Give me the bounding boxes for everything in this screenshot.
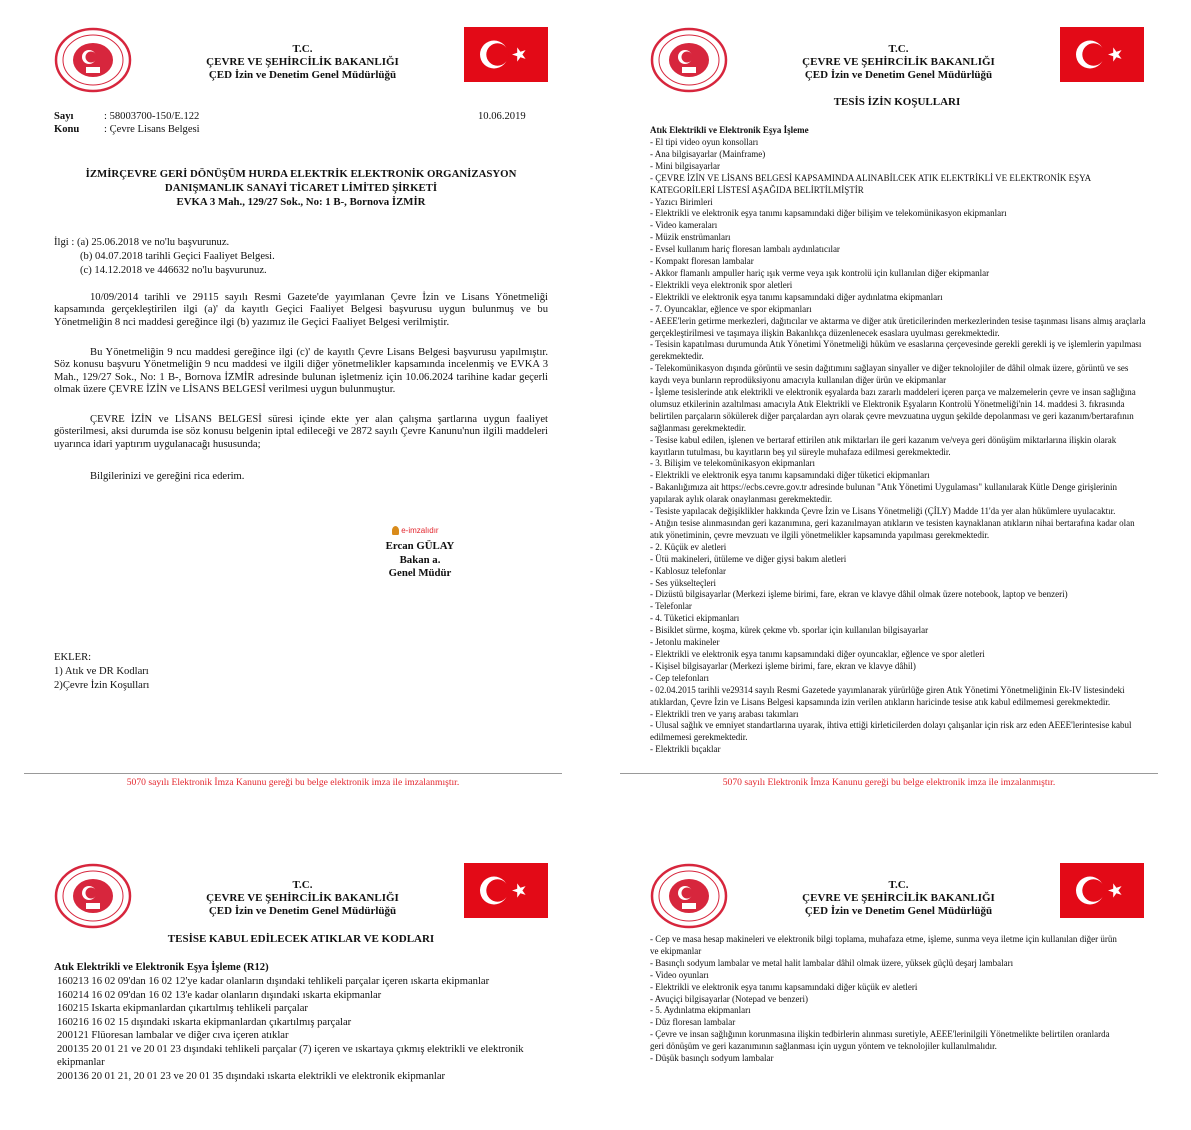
condition-item: - Avuçiçi bilgisayarlar (Notepad ve benzeri) (650, 993, 809, 1004)
condition-item: - ÇEVRE İZİN VE LİSANS BELGESİ KAPSAMINDA ALINABİLCEK ATIK ELEKTRİKLİ VE ELEKTRONİK EŞYA KATEGORİLERİ LİSTESİ AŞAĞIDA BELİRTİLMİŞTİR (650, 172, 1091, 195)
page-title: TESİS İZİN KOŞULLARI (833, 96, 961, 108)
condition-item: - Elektrikli ve elektronik eşya tanımı kapsamındaki diğer oyuncaklar, eğlence ve spor aletleri (650, 648, 985, 659)
section-subtitle: Atık Elektrikli ve Elektronik Eşya İşleme (R12) (54, 962, 269, 973)
sayi-label: Sayı (54, 111, 74, 122)
letterhead (170, 879, 435, 918)
condition-item: - AEEE'lerin getirme merkezleri, dağıtıcılar ve aktarma ve diğer atık üreticilerinden merkezlerinden tesise taşınması lisans almış araçlarla gerçekleştirilmesi ve taşımaya ilişkin Bakanlıkça düzenlenecek esaslara uyulması gerekmektedir. (650, 315, 1146, 338)
sayi-row (54, 111, 534, 123)
condition-item: - Bisiklet sürme, koşma, kürek çekme vb. sporlar için kullanılan bilgisayarlar (650, 625, 929, 636)
condition-item: - El tipi video oyun konsolları (650, 137, 759, 147)
section-subtitle: Atık Elektrikli ve Elektronik Eşya İşleme (650, 125, 809, 135)
footer-divider (24, 773, 562, 774)
waste-code-item: 200135 20 01 21 ve 20 01 23 dışındaki tehlikeli parçalar (7) içeren ve ıskartaya çıkmış elektrikli ve elektronik ekipmanlar (57, 1043, 524, 1068)
header-tc: T.C. (292, 43, 313, 55)
ilgi-line: (b) 04.07.2018 tarihli Geçici Faaliyet Belgesi. (80, 251, 275, 262)
conditions-list (650, 137, 1150, 756)
ministry-seal-logo (650, 863, 728, 929)
signer-name: Ercan GÜLAY (385, 540, 455, 552)
waste-code-item: 160215 Iskarta ekipmanlardan çıkartılmış tehlikeli parçalar (57, 1003, 308, 1014)
header-ministry: ÇEVRE VE ŞEHİRCİLİK BAKANLIĞI (802, 56, 995, 68)
condition-item: - Telekomünikasyon dışında görüntü ve sesin dağıtımını sağlayan sinyaller ve diğer teknolojiler de dâhil olmak üzere, görüntü ve ses kaydı veya bunların reprodüksiyonu amacıyla kullanılan diğer ürün ve ekipmanlar (650, 363, 1129, 386)
document-page-4 (596, 838, 1191, 1130)
recipient-line: DANIŞMANLIK SANAYİ TİCARET LİMİTED ŞİRKETİ (164, 182, 438, 194)
letterhead (766, 43, 1031, 82)
condition-item: - Bakanlığımıza ait https://ecbs.cevre.gov.tr adresinde bulunan "Atık Yönetimi Uygulaması" kullanılarak Kütle Denge girişlerinin yapılarak aylık olarak onaylanması gerekmektedir. (650, 482, 1118, 505)
header-directorate: ÇED İzin ve Denetim Genel Müdürlüğü (208, 69, 397, 81)
header-directorate: ÇED İzin ve Denetim Genel Müdürlüğü (804, 69, 993, 81)
turkish-flag-icon (1060, 27, 1144, 82)
attachments-list (54, 651, 149, 693)
condition-item: - 3. Bilişim ve telekomünikasyon ekipmanları (650, 458, 815, 469)
condition-item: - Müzik enstrümanları (650, 232, 731, 243)
attachment-item: 1) Atık ve DR Kodları (54, 666, 149, 677)
closing-line: Bilgilerinizi ve gereğini rica ederim. (90, 471, 245, 482)
ministry-seal-logo (54, 863, 132, 929)
waste-code-item: 160214 16 02 09'dan 16 02 13'e kadar olanların dışındaki ıskarta ekipmanlar (57, 989, 382, 1001)
condition-item: - Jetonlu makineler (650, 637, 720, 648)
header-ministry: ÇEVRE VE ŞEHİRCİLİK BAKANLIĞI (802, 892, 995, 904)
ministry-seal-logo (54, 27, 132, 93)
header-ministry: ÇEVRE VE ŞEHİRCİLİK BAKANLIĞI (206, 56, 399, 68)
condition-item: - 7. Oyuncaklar, eğlence ve spor ekipmanları (650, 303, 812, 314)
recipient-block (54, 167, 548, 209)
condition-item: - Elektrikli ve elektronik eşya tanımı kapsamındaki diğer tüketici ekipmanları (650, 470, 930, 481)
condition-item: - 2. Küçük ev aletleri (650, 541, 727, 552)
footer-divider (620, 773, 1158, 774)
condition-item: - Düşük basınçlı sodyum lambalar (650, 1053, 774, 1064)
ministry-seal-logo (650, 27, 728, 93)
condition-item: - 5. Aydınlatma ekipmanları (650, 1005, 751, 1016)
recipient-line: İZMİRÇEVRE GERİ DÖNÜŞÜM HURDA ELEKTRİK ELEKTRONİK ORGANİZASYON (85, 168, 517, 180)
condition-item: - Tesiste yapılacak değişiklikler hakkında Çevre İzin ve Lisans Yönetmeliği (ÇİLY) Madde 11'da yer alan hükümlere uyulacaktır. (650, 506, 1116, 517)
konu-row (54, 124, 200, 136)
condition-item: - Kablosuz telefonlar (650, 565, 726, 576)
condition-item: - İşleme tesislerinde atık elektrikli ve elektronik eşyalarda bazı zararlı maddeleri içeren parça ve malzemelerin çevre ve insan sağlığına olumsuz etkilerinin azaltılması amacıyla Atık Elektrikli ve Elektronik Eşyaların Kontrolü Yönetmeliği'nin 14. maddesi 3. fıkrasında belirtilen parçaların sökülerek diğer parçalardan ayrı olarak çevre mevzuatına uygun şekilde depolanması ve geri kazanım/bertarafının sağlanması gerekmektedir. (650, 387, 1136, 433)
konu-value: : Çevre Lisans Belgesi (104, 124, 200, 135)
condition-item: - Video oyunları (650, 969, 709, 980)
turkish-flag-icon (464, 863, 548, 918)
document-page-3 (0, 838, 595, 1130)
letterhead (170, 43, 435, 82)
turkish-flag-icon (464, 27, 548, 82)
konu-label: Konu (54, 124, 80, 135)
document-date: 10.06.2019 (478, 111, 526, 122)
attachment-item: 2)Çevre İzin Koşulları (54, 680, 150, 691)
condition-item: - Kompakt floresan lambalar (650, 256, 754, 267)
waste-code-list (57, 975, 547, 1083)
signature-block (360, 540, 480, 581)
turkish-flag-icon (1060, 863, 1144, 918)
attachments-heading: EKLER: (54, 652, 92, 663)
waste-code-item: 160216 16 02 15 dışındaki ıskarta ekipmanlardan çıkartılmış parçalar (57, 1016, 352, 1028)
header-tc: T.C. (888, 43, 909, 55)
condition-item: - Elektrikli bıçaklar (650, 744, 721, 755)
condition-item: - Düz floresan lambalar (650, 1017, 736, 1028)
document-page-1 (0, 0, 595, 788)
condition-item: - 02.04.2015 tarihli ve29314 sayılı Resmi Gazetede yayımlanarak yürürlüğe giren Atık Yönetimi Yönetmeliğinin Ek-IV listesindeki atıklardan, Çevre İzin ve Lisans Belgesi kapsamında izin verilen atıkların haricinde tesise atık kabul edilmemesi gerekmektedir. (650, 684, 1125, 707)
letterhead (766, 879, 1031, 918)
condition-item: - Cep telefonları (650, 672, 709, 683)
condition-item: - Çevre ve insan sağlığının korunmasına ilişkin tedbirlerin alınması suretiyle, AEEE'lerinilgili Yönetmelikte belirtilen oranlarda geri dönüşüm ve geri kazanımının sağlanması için uygun yöntem ve teknolojiler kullanılmalıdır. (650, 1029, 1110, 1052)
body-paragraph-1: 10/09/2014 tarihli ve 29115 sayılı Resmi Gazete'de yayımlanan Çevre İzin ve Lisans Yönetmeliği kapsamında gerçekleştirilen ilgi (a)' da kayıtlı Geçici Faaliyet Belgesi başvurusu uygun bulunmuş ve bu Yönetmeliğin 8 nci maddesi gereğince ilgi (b) yazımız ile Geçici Faaliyet Belgesi verilmiştir. (54, 292, 548, 328)
e-signature-badge (392, 526, 439, 535)
condition-item: - Yazıcı Birimleri (650, 196, 713, 207)
ilgi-line: İlgi : (a) 25.06.2018 ve no'lu başvurunuz. (54, 237, 230, 248)
condition-item: - Elektrikli veya elektronik spor aletleri (650, 279, 793, 290)
condition-item: - Evsel kullanım hariç floresan lambalı aydınlatıcılar (650, 244, 840, 255)
body-paragraph-2: Bu Yönetmeliğin 9 ncu maddesi gereğince ilgi (c)' de kayıtlı Çevre Lisans Belgesi başvurusu yapılmıştır. Söz konusu başvuru Yönetmeliğin 9 ncu maddesi ve ilgili diğer yönetmelikler kapsamında incelenmiş ve EVKA 3 Mah., 129/27 Sok., No: 1 B-, Bornova İZMİR adresinde bulunan işletmeniz için 10.06.2024 tarihine kadar geçerli olmak üzere ÇEVRE İZİN ve LİSANS BELGESİ verilmesi uygun bulunmuştur. (54, 347, 548, 396)
condition-item: - Tesise kabul edilen, işlenen ve bertaraf ettirilen atık miktarları ile geri kazanım ve/veya geri dönüşüm miktarlarına ilişkin olarak kayıtların tutulması, bu kayıtların beş yıl süreyle muhafaza edilmesi gerekmektedir. (650, 434, 1117, 457)
ribbon-icon (392, 526, 399, 535)
header-directorate: ÇED İzin ve Denetim Genel Müdürlüğü (804, 905, 993, 917)
condition-item: - Cep ve masa hesap makineleri ve elektronik bilgi toplama, muhafaza etme, işleme, sunma veya iletme için kullanılan diğer ürün ve ekipmanlar (650, 934, 1117, 956)
waste-code-item: 160213 16 02 09'dan 16 02 12'ye kadar olanların dışındaki tehlikeli parçalar içeren ıskarta ekipmanlar (57, 976, 490, 987)
recipient-line: EVKA 3 Mah., 129/27 Sok., No: 1 B-, Bornova İZMİR (176, 196, 426, 208)
sayi-value: : 58003700-150/E.122 (104, 111, 200, 122)
ilgi-line: (c) 14.12.2018 ve 446632 no'lu başvurunuz. (80, 265, 267, 276)
condition-item: - Ulusal sağlık ve emniyet standartlarına uyarak, ihtiva ettiği kirleticilerden dolayı çalışanlar için risk arz eden AEEE'lerintesise kabul edilmemesi gerekmektedir. (650, 720, 1132, 743)
waste-code-item: 200136 20 01 21, 20 01 23 ve 20 01 35 dışındaki ıskarta elektrikli ve elektronik ekipmanlar (57, 1070, 446, 1082)
waste-code-item: 200121 Flüoresan lambalar ve diğer cıva içeren atıklar (57, 1030, 289, 1041)
condition-item: - Atığın tesise alınmasından geri kazanımına, geri kazanılmayan atıkların ve tesisten kaynaklanan atıkların nihai bertarafına kadar olan atık yönetiminin, çevre mevzuatı ve ilgili yönetmelikler kapsamında yapılması gerekmektedir. (650, 518, 1135, 540)
condition-item: - Video kameraları (650, 220, 718, 231)
condition-item: - Elektrikli ve elektronik eşya tanımı kapsamındaki diğer aydınlatma ekipmanları (650, 291, 943, 302)
condition-item: - Mini bilgisayarlar (650, 160, 720, 171)
ilgi-block (54, 236, 275, 278)
condition-item: - Ses yükselteçleri (650, 577, 716, 588)
header-tc: T.C. (292, 879, 313, 891)
condition-item: - Ana bilgisayarlar (Mainframe) (650, 148, 766, 159)
condition-item: - Elektrikli ve elektronik eşya tanımı kapsamındaki diğer bilişim ve telekomünikasyon ekipmanları (650, 208, 1007, 219)
header-ministry: ÇEVRE VE ŞEHİRCİLİK BAKANLIĞI (206, 892, 399, 904)
conditions-list-continued (650, 934, 1120, 1065)
document-page-2 (596, 0, 1191, 800)
footer-esign-notice: 5070 sayılı Elektronik İmza Kanunu gereği bu belge elektronik imza ile imzalanmıştır. (126, 777, 460, 788)
body-paragraph-3: ÇEVRE İZİN ve LİSANS BELGESİ süresi içinde ekte yer alan çalışma şartlarına uygun faaliyet gösterilmesi, aksi durumda ise söz konusu belgenin iptal edileceği ve 2872 sayılı Çevre Kanunu'nun ilgili maddeleri uyarınca idari yaptırım uygulanacağı hususunda; (54, 414, 548, 450)
condition-item: - Elektrikli tren ve yarış arabası takımları (650, 708, 799, 719)
condition-item: - Tesisin kapatılması durumunda Atık Yönetimi Yönetmeliği hüküm ve esaslarına çerçevesinde gerekli gerekli iş ve işlemlerin yapılması gerekmektedir. (650, 339, 1142, 362)
condition-item: - Telefonlar (650, 601, 692, 612)
header-tc: T.C. (888, 879, 909, 891)
signer-title: Bakan a. (399, 553, 441, 566)
condition-item: - Ütü makineleri, ütüleme ve diğer giysi bakım aletleri (650, 553, 847, 564)
condition-item: - Basınçlı sodyum lambalar ve metal halit lambalar dâhil olmak üzere, yüksek güçlü deşarj lambaları (650, 957, 1014, 968)
header-directorate: ÇED İzin ve Denetim Genel Müdürlüğü (208, 905, 397, 917)
esign-label: e-imzalıdır (401, 526, 439, 535)
condition-item: - Elektrikli ve elektronik eşya tanımı kapsamındaki diğer küçük ev aletleri (650, 981, 918, 992)
condition-item: - Akkor flamanlı ampuller hariç ışık verme veya ışık kontrolü için kullanılan diğer ekipmanlar (650, 267, 990, 278)
condition-item: - Dizüstü bilgisayarlar (Merkezi işleme birimi, fare, ekran ve klavye dâhil olmak üzere notebook, laptop ve benzeri) (650, 589, 1068, 600)
condition-item: - Kişisel bilgisayarlar (Merkezi işleme birimi, fare, ekran ve klavye dâhil) (650, 660, 916, 671)
signer-position: Genel Müdür (388, 567, 452, 579)
condition-item: - 4. Tüketici ekipmanları (650, 613, 740, 624)
page-title: TESİSE KABUL EDİLECEK ATIKLAR VE KODLARI (167, 933, 435, 945)
footer-esign-notice: 5070 sayılı Elektronik İmza Kanunu gereği bu belge elektronik imza ile imzalanmıştır. (722, 777, 1056, 788)
